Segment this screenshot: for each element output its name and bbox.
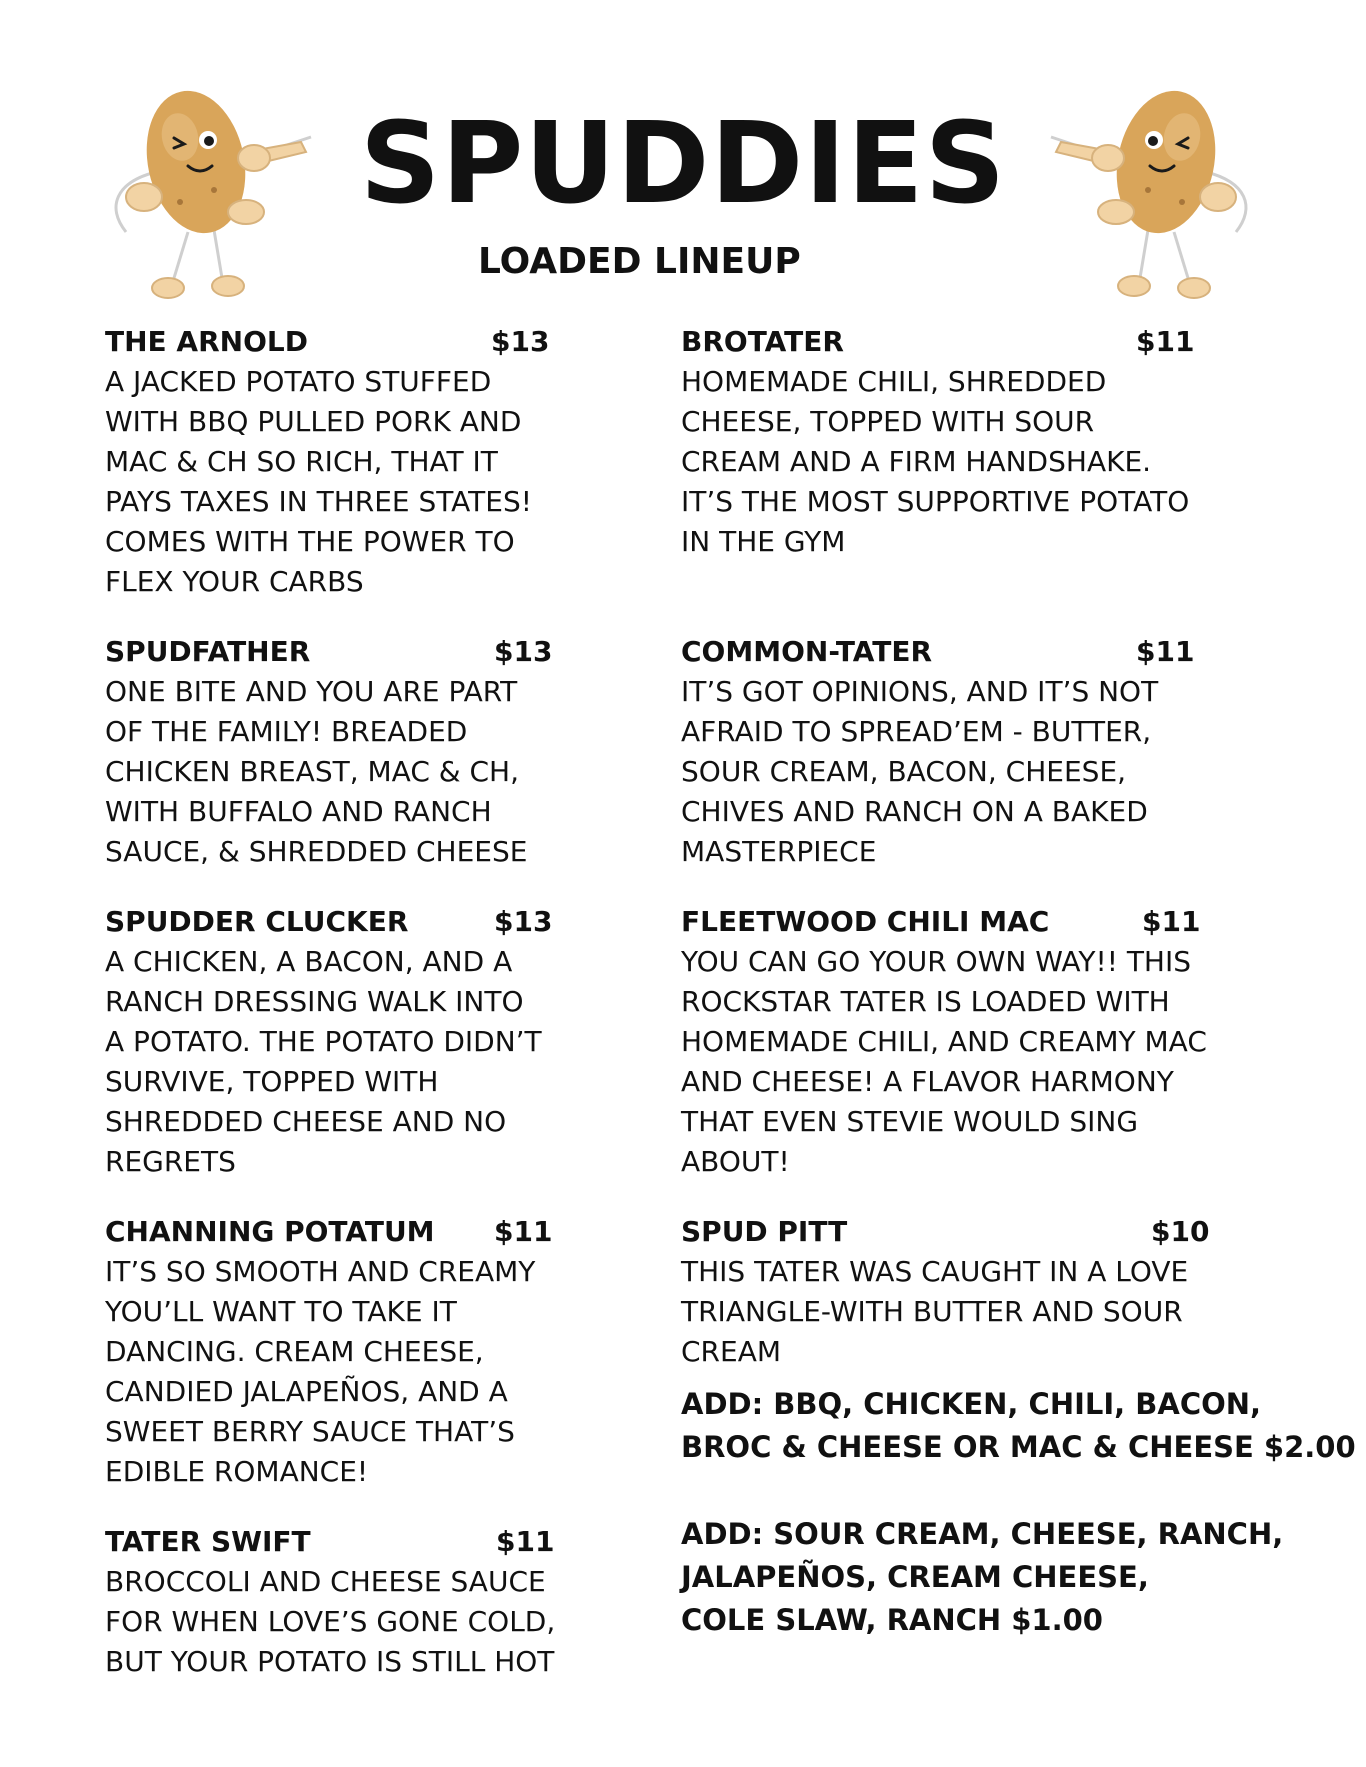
item-name: THE ARNOLD (105, 325, 308, 358)
item-name: TATER SWIFT (105, 1525, 311, 1558)
menu-subtitle: LOADED LINEUP (478, 241, 801, 282)
item-name: SPUDDER CLUCKER (105, 905, 409, 938)
item-description-line: DANCING. CREAM CHEESE, (105, 1335, 484, 1368)
addon-line: ADD: SOUR CREAM, CHEESE, RANCH, (681, 1517, 1284, 1551)
item-description-line: AND CHEESE! A FLAVOR HARMONY (681, 1065, 1174, 1098)
item-description-line: YOU CAN GO YOUR OWN WAY!! THIS (681, 945, 1192, 978)
item-description-line: RANCH DRESSING WALK INTO (105, 985, 524, 1018)
item-price: $11 (494, 1215, 553, 1248)
item-price: $10 (1151, 1215, 1210, 1248)
item-name: CHANNING POTATUM (105, 1215, 435, 1248)
item-description-line: A JACKED POTATO STUFFED (105, 365, 492, 398)
item-name: FLEETWOOD CHILI MAC (681, 905, 1050, 938)
item-description-line: WITH BBQ PULLED PORK AND (105, 405, 522, 438)
item-description-line: BUT YOUR POTATO IS STILL HOT (105, 1645, 555, 1678)
item-description-line: CANDIED JALAPEÑOS, AND A (105, 1375, 508, 1408)
item-price: $11 (1142, 905, 1201, 938)
item-description-line: WITH BUFFALO AND RANCH (105, 795, 492, 828)
menu-item-spudfather (105, 632, 565, 872)
item-description-line: SWEET BERRY SAUCE THAT’S (105, 1415, 515, 1448)
addon-basic (681, 1513, 1283, 1642)
item-price: $13 (491, 325, 550, 358)
item-description-line: EDIBLE ROMANCE! (105, 1455, 369, 1488)
item-price: $11 (496, 1525, 555, 1558)
addon-premium (681, 1383, 1356, 1469)
item-price: $13 (494, 635, 553, 668)
item-description-line: REGRETS (105, 1145, 236, 1178)
item-description-line: FOR WHEN LOVE’S GONE COLD, (105, 1605, 556, 1638)
item-description-line: ONE BITE AND YOU ARE PART (105, 675, 518, 708)
item-price: $11 (1136, 635, 1195, 668)
item-description-line: CHEESE, TOPPED WITH SOUR (681, 405, 1095, 438)
item-description-line: SAUCE, & SHREDDED CHEESE (105, 835, 528, 868)
item-name: BROTATER (681, 325, 844, 358)
item-description-line: AFRAID TO SPREAD’EM - BUTTER, (681, 715, 1152, 748)
menu-item-fleetwood-chili-mac (681, 902, 1241, 1182)
item-description-line: CHICKEN BREAST, MAC & CH, (105, 755, 520, 788)
addon-line: ADD: BBQ, CHICKEN, CHILI, BACON, (681, 1387, 1262, 1421)
menu-item-channing-potatum (105, 1212, 565, 1492)
item-description-line: OF THE FAMILY! BREADED (105, 715, 468, 748)
item-price: $13 (494, 905, 553, 938)
menu-item-brotater (681, 322, 1221, 562)
item-description-line: PAYS TAXES IN THREE STATES! (105, 485, 532, 518)
item-name: SPUD PITT (681, 1215, 848, 1248)
item-description-line: THAT EVEN STEVIE WOULD SING (681, 1105, 1139, 1138)
item-description-line: A POTATO. THE POTATO DIDN’T (105, 1025, 542, 1058)
addon-line: JALAPEÑOS, CREAM CHEESE, (681, 1560, 1149, 1594)
menu-item-the-arnold (105, 322, 565, 602)
item-name: SPUDFATHER (105, 635, 311, 668)
menu-item-tater-swift (105, 1522, 565, 1682)
menu-item-common-tater (681, 632, 1221, 872)
item-description-line: BROCCOLI AND CHEESE SAUCE (105, 1565, 546, 1598)
menu-item-spud-pitt (681, 1212, 1221, 1372)
item-description-line: IT’S SO SMOOTH AND CREAMY (105, 1255, 536, 1288)
menu-item-spudder-clucker (105, 902, 565, 1182)
item-description-line: CREAM (681, 1335, 782, 1368)
item-description-line: FLEX YOUR CARBS (105, 565, 364, 598)
item-description-line: IT’S THE MOST SUPPORTIVE POTATO (681, 485, 1190, 518)
item-description-line: HOMEMADE CHILI, SHREDDED (681, 365, 1107, 398)
item-price: $11 (1136, 325, 1195, 358)
menu-title: SPUDDIES (359, 99, 1007, 229)
item-description-line: ABOUT! (681, 1145, 790, 1178)
item-description-line: SHREDDED CHEESE AND NO (105, 1105, 507, 1138)
addon-line: BROC & CHEESE OR MAC & CHEESE $2.00 (681, 1430, 1356, 1464)
item-description-line: A CHICKEN, A BACON, AND A (105, 945, 513, 978)
item-description-line: SOUR CREAM, BACON, CHEESE, (681, 755, 1127, 788)
addon-line: COLE SLAW, RANCH $1.00 (681, 1603, 1103, 1637)
item-description-line: MASTERPIECE (681, 835, 877, 868)
item-description-line: YOU’LL WANT TO TAKE IT (105, 1295, 457, 1328)
item-description-line: SURVIVE, TOPPED WITH (105, 1065, 439, 1098)
item-description-line: THIS TATER WAS CAUGHT IN A LOVE (681, 1255, 1189, 1288)
item-name: COMMON-TATER (681, 635, 933, 668)
item-description-line: IT’S GOT OPINIONS, AND IT’S NOT (681, 675, 1159, 708)
item-description-line: IN THE GYM (681, 525, 846, 558)
item-description-line: CHIVES AND RANCH ON A BAKED (681, 795, 1148, 828)
item-description-line: COMES WITH THE POWER TO (105, 525, 515, 558)
item-description-line: HOMEMADE CHILI, AND CREAMY MAC (681, 1025, 1207, 1058)
item-description-line: CREAM AND A FIRM HANDSHAKE. (681, 445, 1152, 478)
item-description-line: MAC & CH SO RICH, THAT IT (105, 445, 498, 478)
item-description-line: ROCKSTAR TATER IS LOADED WITH (681, 985, 1170, 1018)
item-description-line: TRIANGLE-WITH BUTTER AND SOUR (681, 1295, 1183, 1328)
